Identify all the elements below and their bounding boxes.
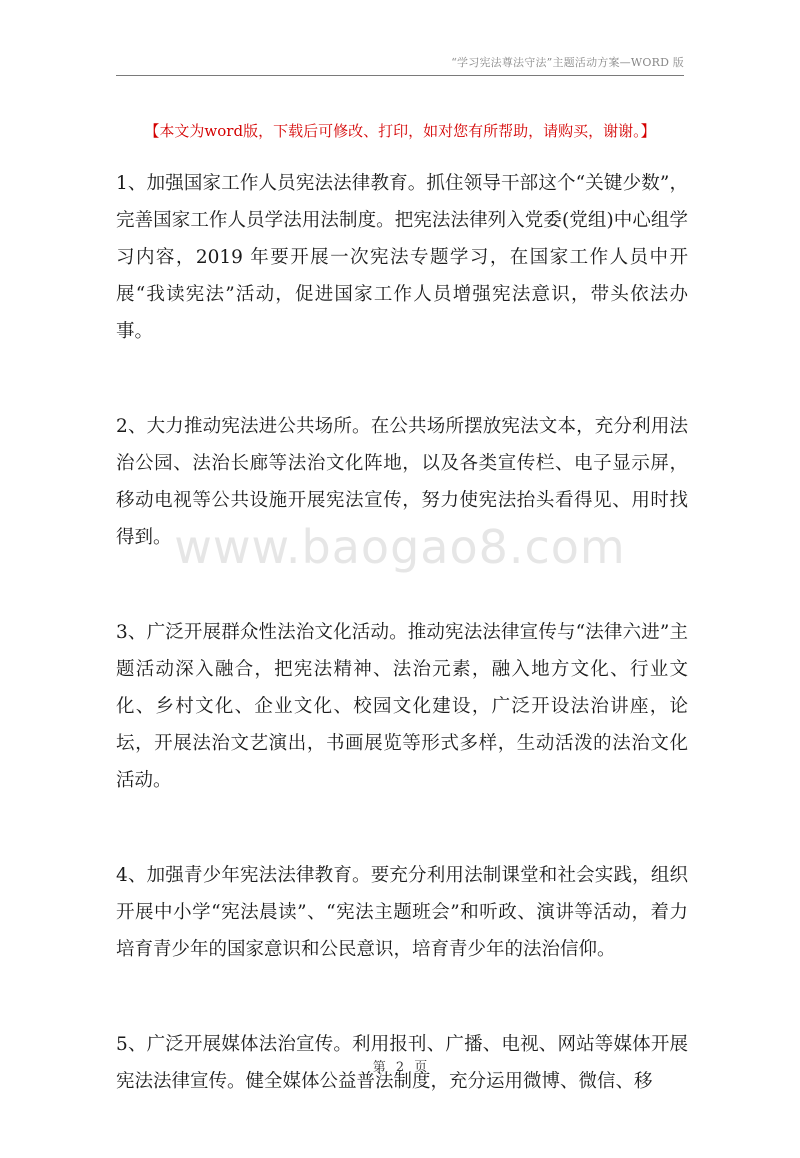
page-footer — [0, 1056, 800, 1075]
page-suffix: 页 — [414, 1060, 428, 1075]
download-notice: 【本文为word版，下载后可修改、打印，如对您有所帮助，请购买，谢谢。】 — [144, 122, 656, 140]
document-header-title: “学习宪法尊法守法”主题活动方案—WORD 版 — [451, 56, 684, 69]
watermark: www.baogao8.com — [174, 520, 626, 574]
paragraph-2: 2、大力推动宪法进公共场所。在公共场所摆放宪法文本，充分利用法治公园、法治长廊等法治文化阵地，以及各类宣传栏、电子显示屏，移动电视等公共设施开展宪法宣传，努力使宪法抬头看得见、用时找得到。 — [116, 416, 688, 548]
paragraph-1: 1、加强国家工作人员宪法法律教育。抓住领导干部这个“关键少数”，完善国家工作人员学法用法制度。把宪法法律列入党委(党组)中心组学习内容，2019 年要开展一次宪法专题学习，在国家工作人员中开展“我读宪法”活动，促进国家工作人员增强宪法意识，带头依法办事。 — [116, 173, 688, 342]
page-number: 2 — [395, 1060, 405, 1075]
document-body — [116, 165, 688, 1158]
paragraph-4: 4、加强青少年宪法法律教育。要充分利用法制课堂和社会实践，组织开展中小学“宪法晨读”、“宪法主题班会”和听政、演讲等活动，着力培育青少年的国家意识和公民意识，培育青少年的法治信仰。 — [116, 865, 688, 960]
paragraph-5: 5、广泛开展媒体法治宣传。利用报刊、广播、电视、网站等媒体开展宪法法律宣传。健全媒体公益普法制度，充分运用微博、微信、移 — [116, 1034, 688, 1092]
page-prefix: 第 — [372, 1060, 386, 1075]
header-divider — [116, 75, 684, 76]
paragraph-3: 3、广泛开展群众性法治文化活动。推动宪法法律宣传与“法律六进”主题活动深入融合，把宪法精神、法治元素，融入地方文化、行业文化、乡村文化、企业文化、校园文化建设，广泛开设法治讲座，论坛，开展法治文艺演出，书画展览等形式多样，生动活泼的法治文化活动。 — [116, 622, 688, 791]
